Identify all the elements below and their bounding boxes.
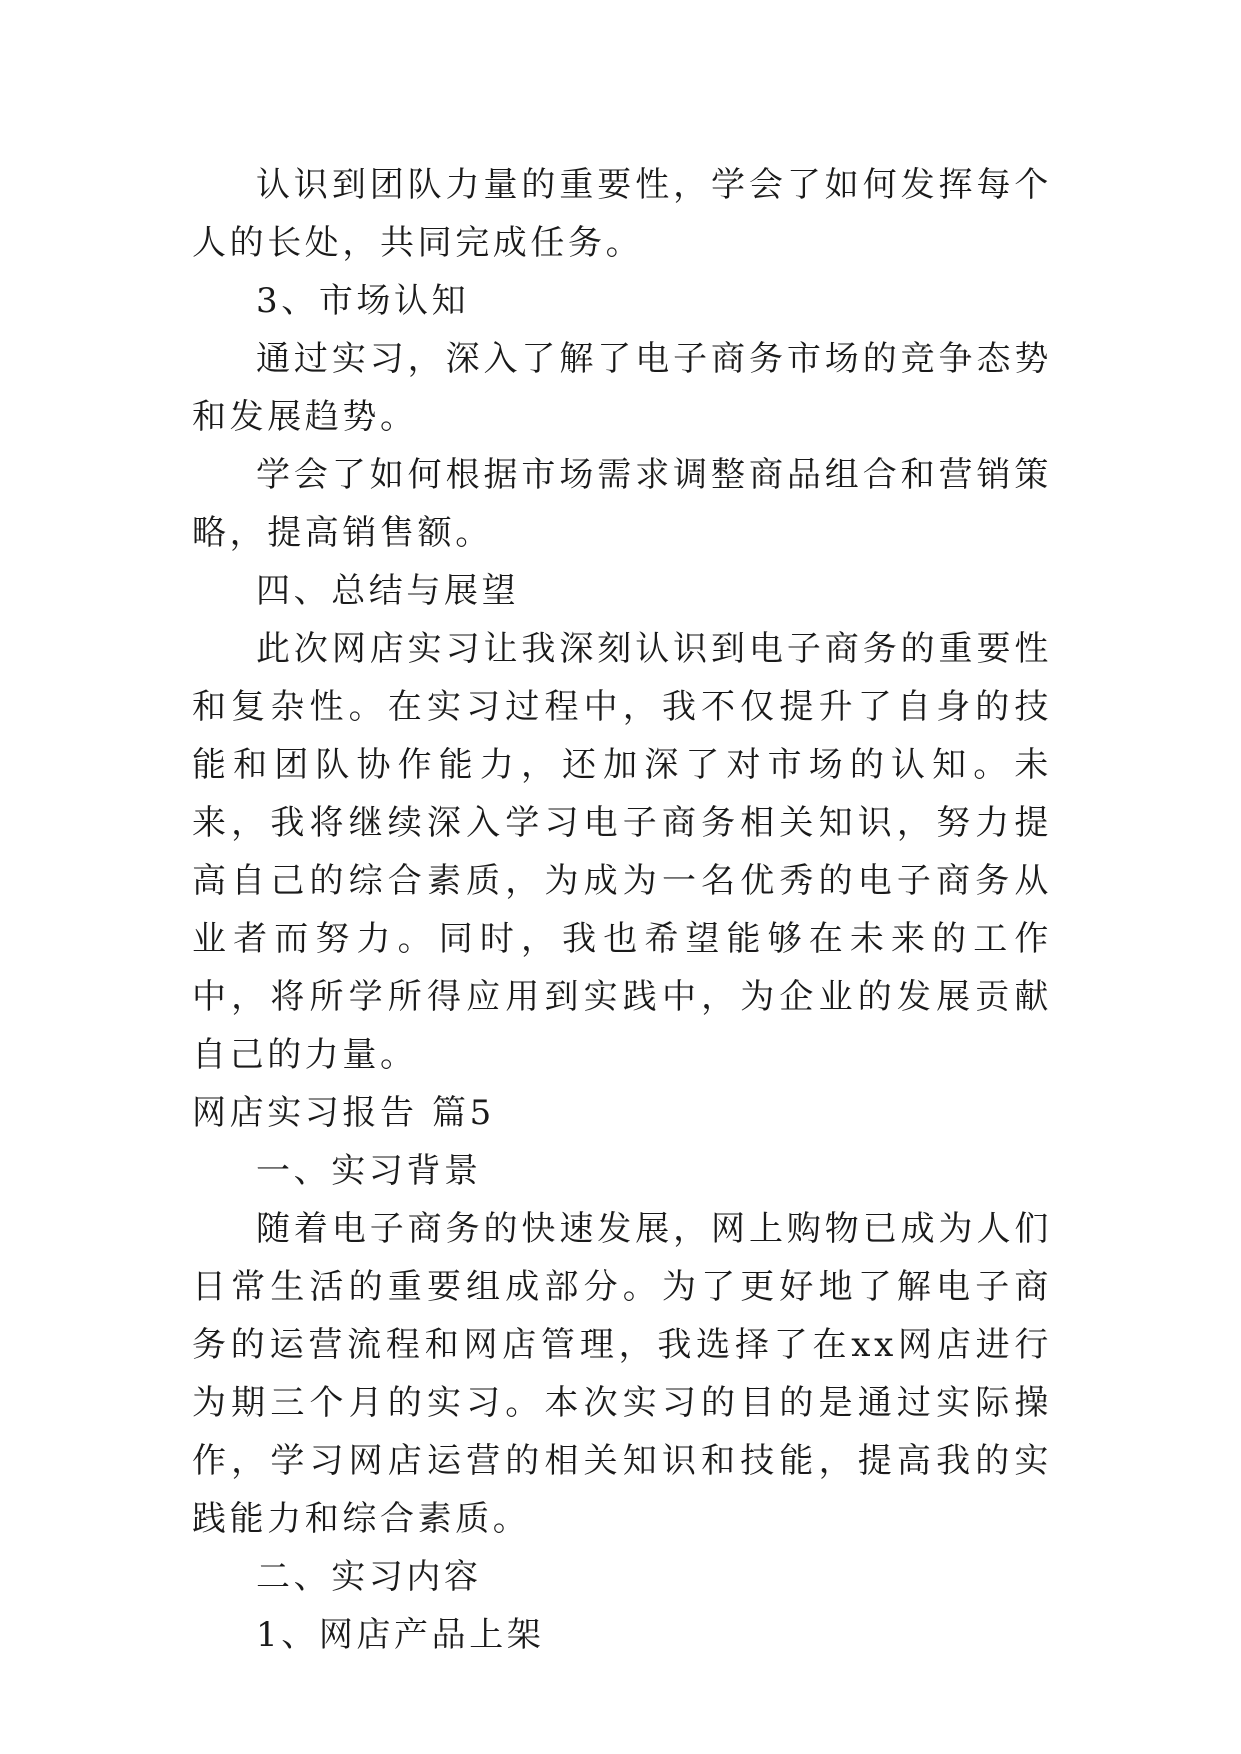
paragraph-market-trend: 通过实习，深入了解了电子商务市场的竞争态势和发展趋势。: [192, 339, 1052, 437]
heading-summary: 四、总结与展望: [256, 571, 520, 611]
document-page: [192, 156, 1052, 1664]
heading-market-awareness: 3、市场认知: [256, 281, 470, 321]
paragraph-marketing-strategy: 学会了如何根据市场需求调整商品组合和营销策略，提高销售额。: [192, 455, 1052, 553]
article-title: 网店实习报告 篇5: [192, 1093, 495, 1133]
paragraph-summary: 此次网店实习让我深刻认识到电子商务的重要性和复杂性。在实习过程中，我不仅提升了自身的技能和团队协作能力，还加深了对市场的认知。未来，我将继续深入学习电子商务相关知识，努力提高自己的综合素质，为成为一名优秀的电子商务从业者而努力。同时，我也希望能够在未来的工作中，将所学所得应用到实践中，为企业的发展贡献自己的力量。: [192, 629, 1052, 1075]
heading-background: 一、实习背景: [256, 1151, 482, 1191]
paragraph-background: 随着电子商务的快速发展，网上购物已成为人们日常生活的重要组成部分。为了更好地了解电子商务的运营流程和网店管理，我选择了在xx网店进行为期三个月的实习。本次实习的目的是通过实际操作，学习网店运营的相关知识和技能，提高我的实践能力和综合素质。: [192, 1209, 1052, 1539]
paragraph-teamwork: 认识到团队力量的重要性，学会了如何发挥每个人的长处，共同完成任务。: [192, 165, 1052, 263]
heading-product-listing: 1、网店产品上架: [256, 1615, 545, 1655]
heading-internship-content: 二、实习内容: [256, 1557, 482, 1597]
